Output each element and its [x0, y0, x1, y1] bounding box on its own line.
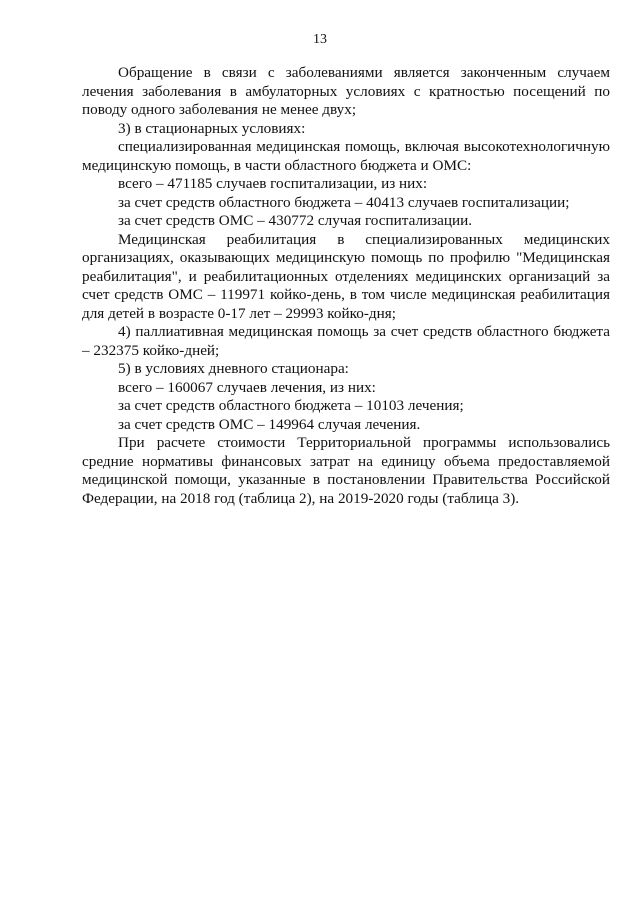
paragraph-day-hospital-regional: за счет средств областного бюджета – 10103 лечения; — [118, 397, 464, 414]
paragraph-rehabilitation: Медицинская реабилитация в специализированных медицинских организациях, оказывающих медицинскую помощь по профилю "Медицинская реабилитация", и реабилитационных отделениях медицинских организаций за счет средств ОМС – 119971 койко-день, в том числе медицинская реабилитация для детей в возрасте 0-17 лет – 29993 койко-дня; — [82, 230, 610, 322]
paragraph-palliative-care: 4) паллиативная медицинская помощь за счет средств областного бюджета – 232375 койко-дней; — [82, 323, 610, 359]
paragraph-outpatient-visits: Обращение в связи с заболеваниями является законченным случаем лечения заболевания в амбулаторных условиях с кратностью посещений по поводу одного заболевания не менее двух; — [82, 64, 610, 118]
document-body — [82, 64, 610, 508]
paragraph-day-hospital-total: всего – 160067 случаев лечения, из них: — [118, 378, 376, 396]
page-number: 13 — [313, 32, 327, 47]
paragraph-inpatient-heading: 3) в стационарных условиях: — [118, 119, 306, 137]
paragraph-day-hospital-oms: за счет средств ОМС – 149964 случая лечения. — [118, 415, 421, 433]
paragraph-day-hospital-heading: 5) в условиях дневного стационара: — [118, 360, 349, 377]
paragraph-specialized-care: специализированная медицинская помощь, включая высокотехнологичную медицинскую помощь, в части областного бюджета и ОМС: — [82, 138, 610, 174]
paragraph-hospitalization-regional: за счет средств областного бюджета – 40413 случаев госпитализации; — [118, 193, 570, 211]
paragraph-hospitalization-total: всего – 471185 случаев госпитализации, из них: — [118, 175, 428, 192]
paragraph-cost-standards: При расчете стоимости Территориальной программы использовались средние нормативы финансовых затрат на единицу объема предоставляемой медицинской помощи, указанные в постановлении Правительства Российской Федерации, на 2018 год (таблица 2), на 2019-2020 годы (таблица 3). — [82, 434, 610, 507]
paragraph-hospitalization-oms: за счет средств ОМС – 430772 случая госпитализации. — [118, 212, 473, 229]
